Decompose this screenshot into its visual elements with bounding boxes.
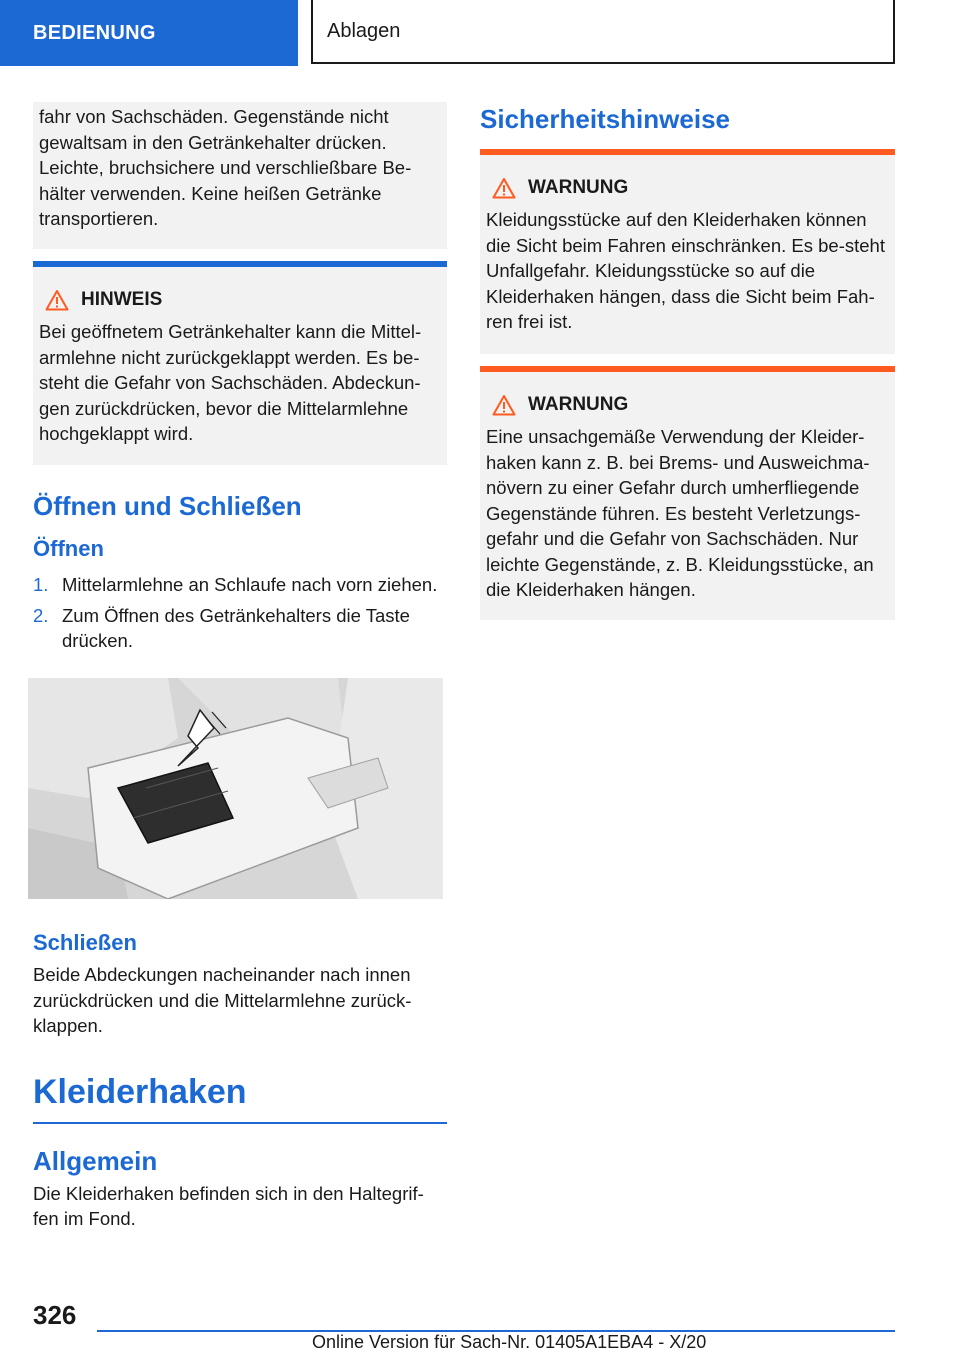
close-text: Beide Abdeckungen nacheinander nach innen zurückdrücken und die Mittelarmlehne zurück‐klappen.: [33, 964, 412, 1036]
warning1-box: [480, 155, 895, 354]
list-item: [33, 572, 447, 598]
chapter-label: BEDIENUNG: [33, 21, 156, 44]
warning1-title: WARNUNG: [528, 177, 629, 198]
chapter-tab[interactable]: [0, 0, 298, 66]
chapter-title-kleiderhaken: Kleiderhaken: [33, 1072, 247, 1111]
section-label: Ablagen: [327, 19, 401, 42]
left-column-lower: [33, 930, 447, 1232]
right-column: [480, 102, 895, 620]
warning-triangle-icon: [492, 177, 516, 199]
step-text: Mittelarmlehne an Schlaufe nach vorn ziehen.: [62, 574, 438, 595]
step-number: 1.: [33, 574, 49, 595]
warning1-text: Kleidungsstücke auf den Kleiderhaken können die Sicht beim Fahren einschränken. Es be‐steht Unfallgefahr. Kleidungsstücke so auf die Kleiderhaken hängen, dass die Sicht beim Fah‐ren frei ist.: [486, 209, 885, 332]
armrest-cupholder-illustration: [28, 678, 443, 899]
notice-title-row: [39, 285, 441, 315]
notice-text: Bei geöffnetem Getränkehalter kann die Mittel‐armlehne nicht zurückgeklappt werden. Es be‐steht die Gefahr von Sachschäden. Abdeckun‐gen zurückdrücken, bevor die Mittelarmlehne hochgeklappt wird.: [39, 321, 422, 444]
warning1-title-row: [486, 173, 889, 203]
warning2-title: WARNUNG: [528, 394, 629, 415]
page-number: 326: [33, 1300, 77, 1330]
continued-warning-box: [33, 102, 447, 249]
section-title-safety: Sicherheitshinweise: [480, 104, 730, 134]
section-title-open-close: Öffnen und Schließen: [33, 491, 302, 521]
footer-online-version: Online Version für Sach-Nr. 01405A1EBA4 - X/20: [312, 1332, 707, 1352]
warning-triangle-icon: [45, 289, 69, 311]
notice-box: [33, 267, 447, 465]
section-header: [311, 0, 895, 64]
warning2-box: [480, 372, 895, 620]
general-text: Die Kleiderhaken befinden sich in den Haltegrif‐fen im Fond.: [33, 1182, 424, 1229]
continued-warning-text: fahr von Sachschäden. Gegenstände nicht gewaltsam in den Getränkehalter drücken. Leichte, bruchsichere und verschließbare Be‐hälter verwenden. Keine heißen Getränke transportieren.: [39, 106, 412, 229]
warning-triangle-icon: [492, 394, 516, 416]
step-text: Zum Öffnen des Getränkehalters die Taste drücken.: [62, 604, 410, 651]
left-column: [33, 102, 447, 659]
subsection-title-general: Allgemein: [33, 1145, 158, 1176]
list-item: [33, 603, 447, 654]
subsection-title-close: Schließen: [33, 930, 137, 955]
subsection-title-open: Öffnen: [33, 536, 104, 561]
warning2-title-row: [486, 390, 889, 420]
notice-title: HINWEIS: [81, 289, 163, 310]
step-number: 2.: [33, 604, 49, 626]
warning2-text: Eine unsachgemäße Verwendung der Kleider‐haken kann z. B. bei Brems- und Ausweichma‐növern zu einer Gefahr durch umherfliegende Gegenstände führen. Es besteht Verletzungs‐gefahr und die Gefahr von Sachschäden. Nur leichte Gegenstände, z. B. Kleidungsstücke, an die Kleiderhaken hängen.: [486, 426, 874, 600]
open-steps-list: [33, 572, 447, 654]
